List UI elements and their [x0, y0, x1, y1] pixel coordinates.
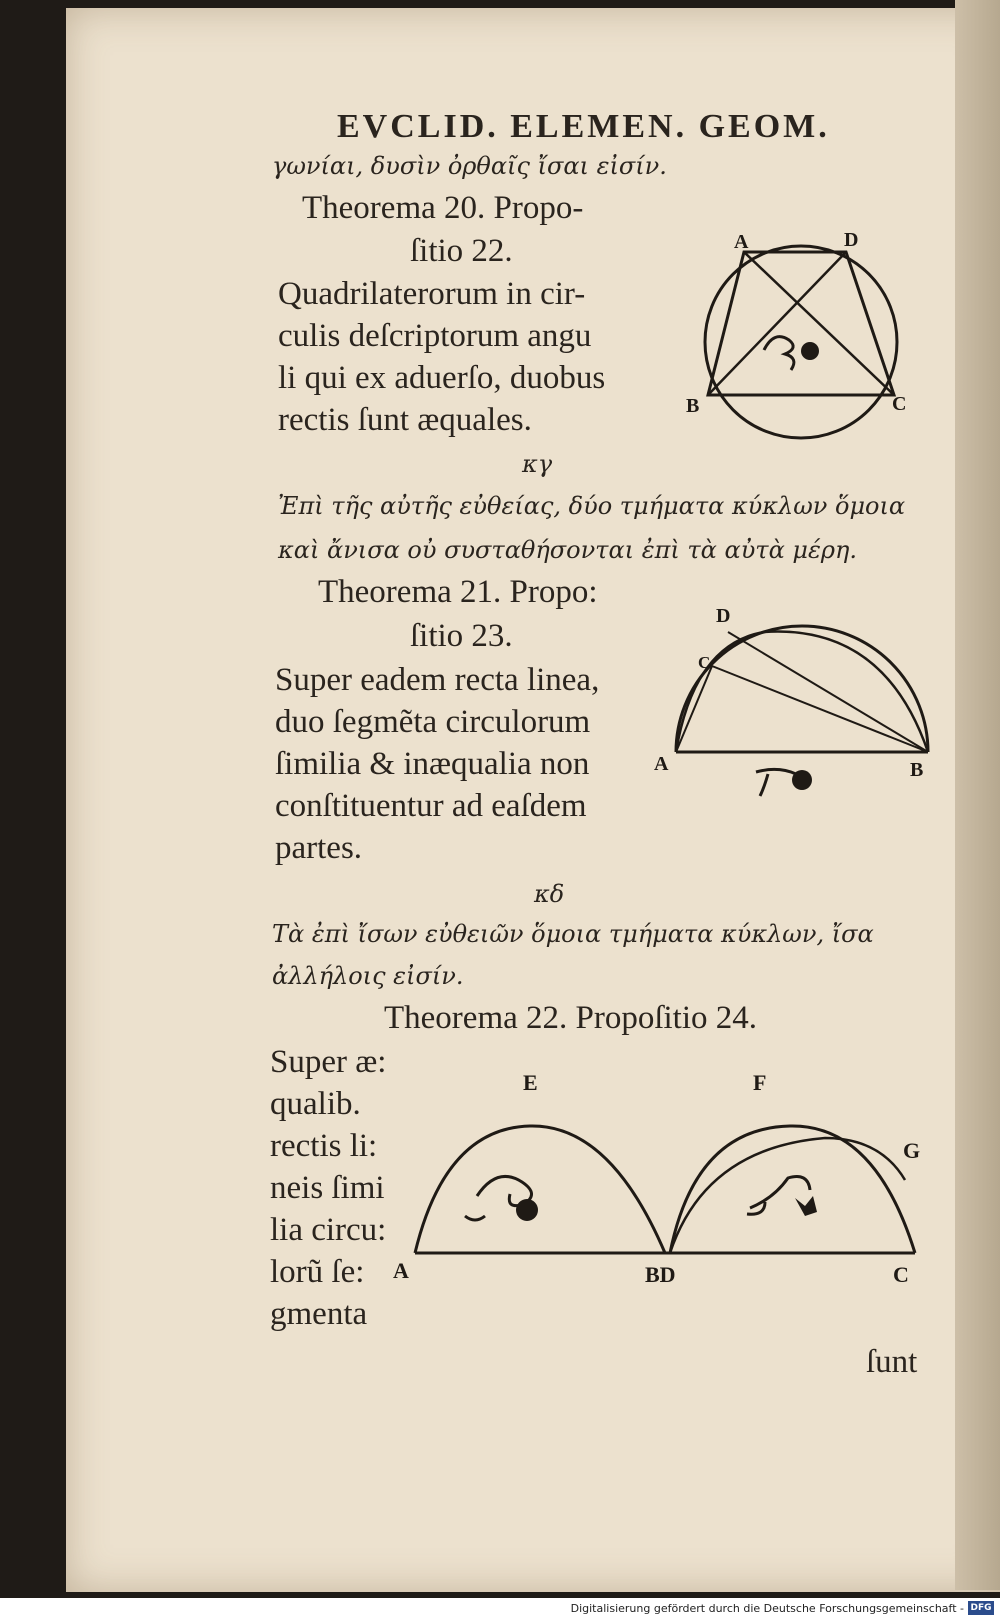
prop22-text-line: Quadrilaterorum in cir- [278, 276, 586, 312]
label-b: B [686, 395, 700, 417]
fleuron-ornament [747, 1177, 817, 1217]
prop24-greek-line: ἀλλήλοις εἰσίν. [272, 962, 464, 990]
prop24-greek-line: Τὰ ἐπὶ ἴσων εὐθειῶν ὅμοια τμήματα κύκλων, ἴσα [272, 920, 874, 948]
prop24-text-line: neis ſimi [270, 1170, 385, 1206]
prop24-text-line: lorũ ſe: [270, 1254, 365, 1290]
theorem-20-heading: Theorema 20. Propo- [302, 190, 584, 226]
prop23-text-line: conſtituentur ad eaſdem [275, 788, 587, 824]
digitization-footer [0, 1598, 1000, 1620]
prop23-number: κγ [522, 450, 553, 478]
prop22-text-line: culis deſcriptorum angu [278, 318, 592, 354]
theorem-22-heading: Theorema 22. Propoſitio 24. [384, 1000, 758, 1036]
label-b: B [910, 759, 924, 781]
prop23-text-line: Super eadem recta linea, [275, 662, 600, 698]
quadrilateral-in-circle-figure [686, 230, 916, 450]
prop24-text-line: qualib. [270, 1086, 361, 1122]
fleuron-ornament [465, 1176, 538, 1221]
dfg-logo: DFG [968, 1601, 994, 1615]
label-c: C [892, 393, 907, 415]
label-a: A [393, 1258, 409, 1283]
theorem-20-heading-cont: ſitio 22. [410, 233, 513, 269]
label-c: C [893, 1262, 909, 1287]
prop22-text-line: rectis ſunt æquales. [278, 402, 532, 438]
prop23-text-line: partes. [275, 830, 363, 866]
theorem-21-heading: Theorema 21. Propo: [318, 574, 598, 610]
fleuron-ornament [756, 769, 812, 796]
equal-segments-figure [393, 1070, 945, 1298]
prop23-greek-line: Ἐπὶ τῆς αὐτῆς εὐθείας, δύο τμήματα κύκλων ὅμοια [278, 492, 906, 520]
prop24-text-line: lia circu: [270, 1212, 387, 1248]
prop23-greek-line: καὶ ἄνισα οὐ συσταθήσονται ἐπὶ τὰ αὐτὰ μέρη. [278, 536, 857, 564]
prop24-text-line: rectis li: [270, 1128, 378, 1164]
label-bd: BD [645, 1262, 676, 1287]
running-title: EVCLID. ELEMEN. GEOM. [337, 108, 830, 145]
prop24-number: κδ [534, 880, 565, 908]
label-a: A [654, 753, 669, 775]
fleuron-ornament [764, 337, 819, 370]
dfg-credit-text: Digitalisierung gefördert durch die Deutsche Forschungsgemeinschaft - [570, 1602, 964, 1615]
theorem-21-heading-cont: ſitio 23. [410, 618, 513, 654]
label-d: D [716, 605, 731, 627]
prop24-text-line: Super æ: [270, 1044, 387, 1080]
label-c: C [698, 653, 711, 672]
similar-segments-figure [654, 604, 944, 814]
prop23-text-line: duo ſegmẽta circulorum [275, 704, 591, 740]
prop22-text-line: li qui ex aduerſo, duobus [278, 360, 606, 396]
label-f: F [753, 1070, 767, 1095]
label-e: E [523, 1070, 538, 1095]
page-edge [955, 0, 1000, 1590]
catchword: ſunt [866, 1344, 918, 1380]
prop24-text-line: gmenta [270, 1296, 368, 1332]
prop23-text-line: ſimilia & inæqualia non [275, 746, 590, 782]
greek-tail: γωνίαι, δυσὶν ὀρθαῖς ἴσαι εἰσίν. [272, 152, 667, 180]
label-d: D [844, 229, 859, 251]
label-g: G [903, 1138, 921, 1163]
label-a: A [734, 231, 749, 253]
